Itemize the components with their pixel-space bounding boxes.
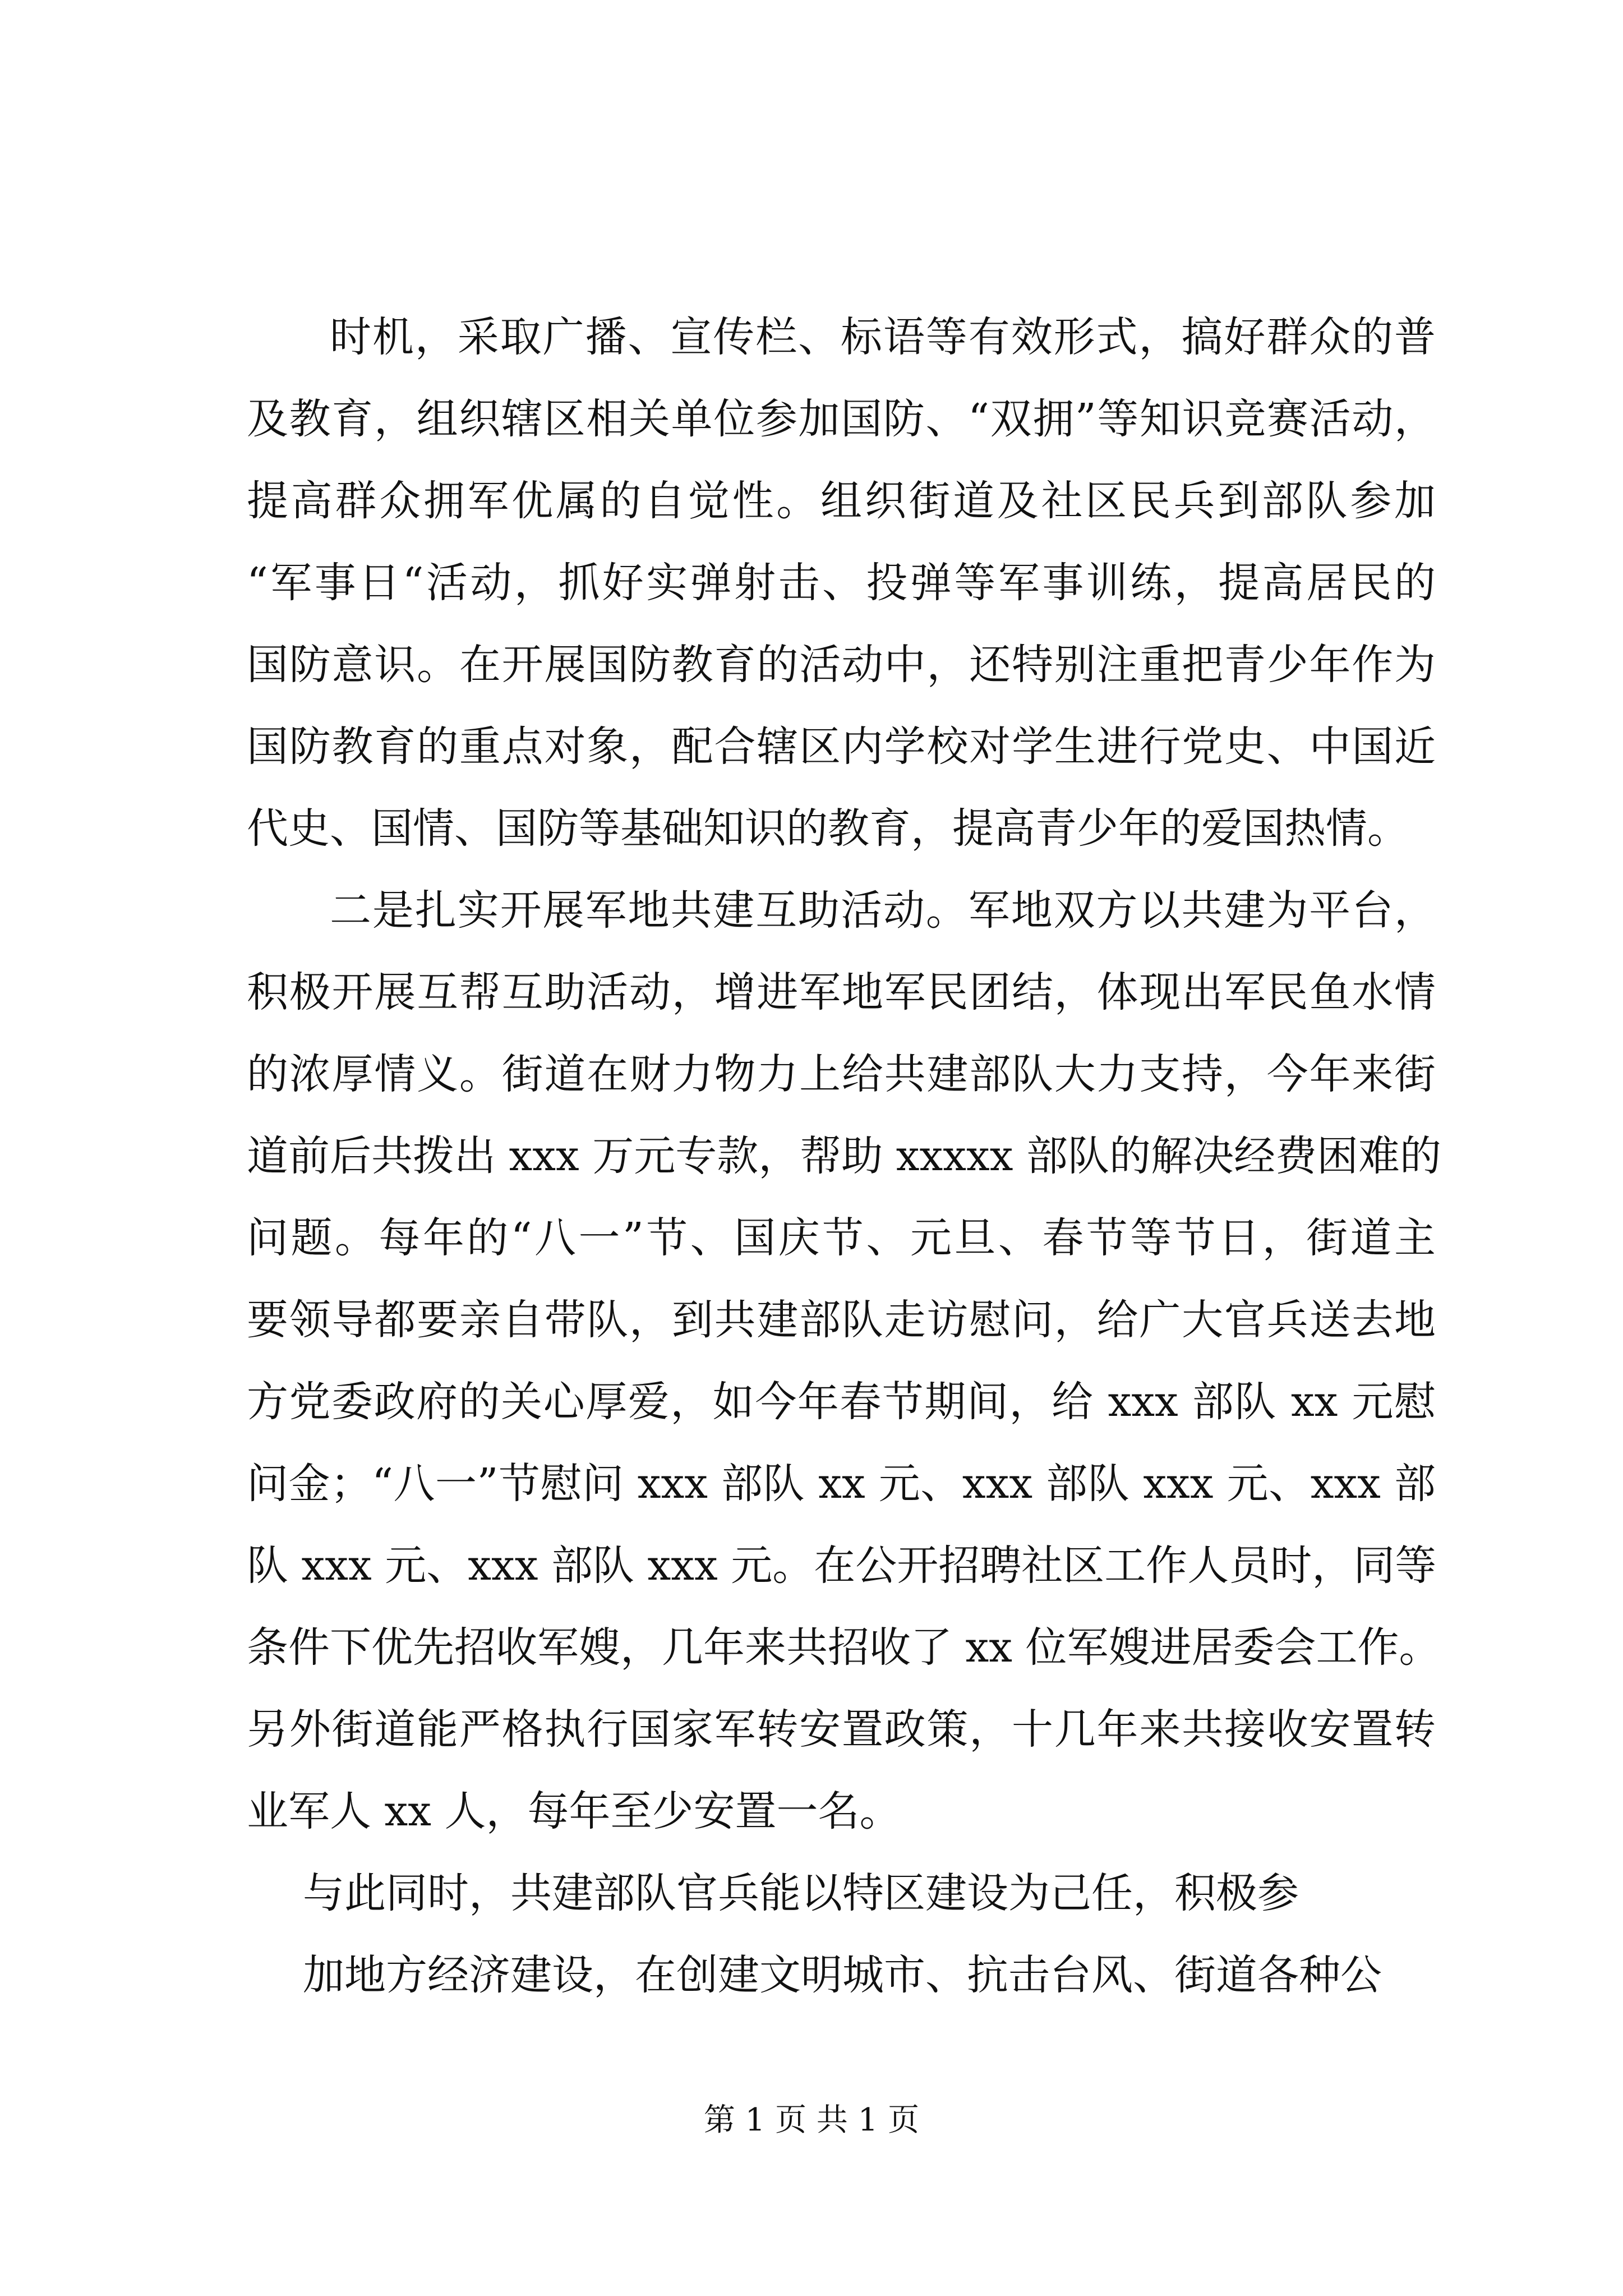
text-line: 国防教育的重点对象，配合辖区内学校对学生进行党史、中国近 bbox=[247, 723, 1436, 771]
text-line: 二是扎实开展军地共建互助活动。军地双方以共建为平台， bbox=[330, 886, 1436, 935]
text-line: 的浓厚情义。街道在财力物力上给共建部队大力支持，今年来街 bbox=[247, 1050, 1436, 1098]
text-line: 要领导都要亲自带队，到共建部队走访慰问，给广大官兵送去地 bbox=[247, 1296, 1436, 1344]
text-line: 问金；“八一”节慰问 xxx 部队 xx 元、xxx 部队 xxx 元、xxx 部 bbox=[247, 1460, 1436, 1508]
text-line: 与此同时，共建部队官兵能以特区建设为己任，积极参 bbox=[303, 1869, 1299, 1917]
text-line: 国防意识。在开展国防教育的活动中，还特别注重把青少年作为 bbox=[247, 641, 1436, 689]
text-line: 条件下优先招收军嫂，几年来共招收了 xx 位军嫂进居委会工作。 bbox=[247, 1623, 1441, 1672]
page-footer: 第 1 页 共 1 页 bbox=[703, 2102, 920, 2138]
text-line: 加地方经济建设，在创建文明城市、抗击台风、街道各种公 bbox=[303, 1951, 1382, 1999]
text-line: 道前后共拨出 xxx 万元专款，帮助 xxxxx 部队的解决经费困难的 bbox=[247, 1132, 1441, 1180]
text-line: “军事日“活动，抓好实弹射击、投弹等军事训练，提高居民的 bbox=[247, 559, 1436, 607]
text-line: 方党委政府的关心厚爱，如今年春节期间，给 xxx 部队 xx 元慰 bbox=[247, 1378, 1436, 1426]
text-line: 积极开展互帮互助活动，增进军地军民团结，体现出军民鱼水情 bbox=[247, 968, 1436, 1016]
text-line: 业军人 xx 人，每年至少安置一名。 bbox=[247, 1787, 901, 1835]
text-line: 及教育，组织辖区相关单位参加国防、“双拥”等知识竞赛活动， bbox=[247, 395, 1436, 443]
text-line: 提高群众拥军优属的自觉性。组织街道及社区民兵到部队参加 bbox=[247, 477, 1436, 525]
text-line: 另外街道能严格执行国家军转安置政策，十几年来共接收安置转 bbox=[247, 1705, 1436, 1754]
text-line: 时机，采取广播、宣传栏、标语等有效形式，搞好群众的普 bbox=[330, 313, 1436, 361]
text-line: 队 xxx 元、xxx 部队 xxx 元。在公开招聘社区工作人员时，同等 bbox=[247, 1542, 1437, 1590]
text-line: 问题。每年的“八一”节、国庆节、元旦、春节等节日，街道主 bbox=[247, 1214, 1436, 1262]
text-line: 代史、国情、国防等基础知识的教育，提高青少年的爱国热情。 bbox=[247, 804, 1409, 853]
body-text bbox=[247, 296, 1441, 2016]
